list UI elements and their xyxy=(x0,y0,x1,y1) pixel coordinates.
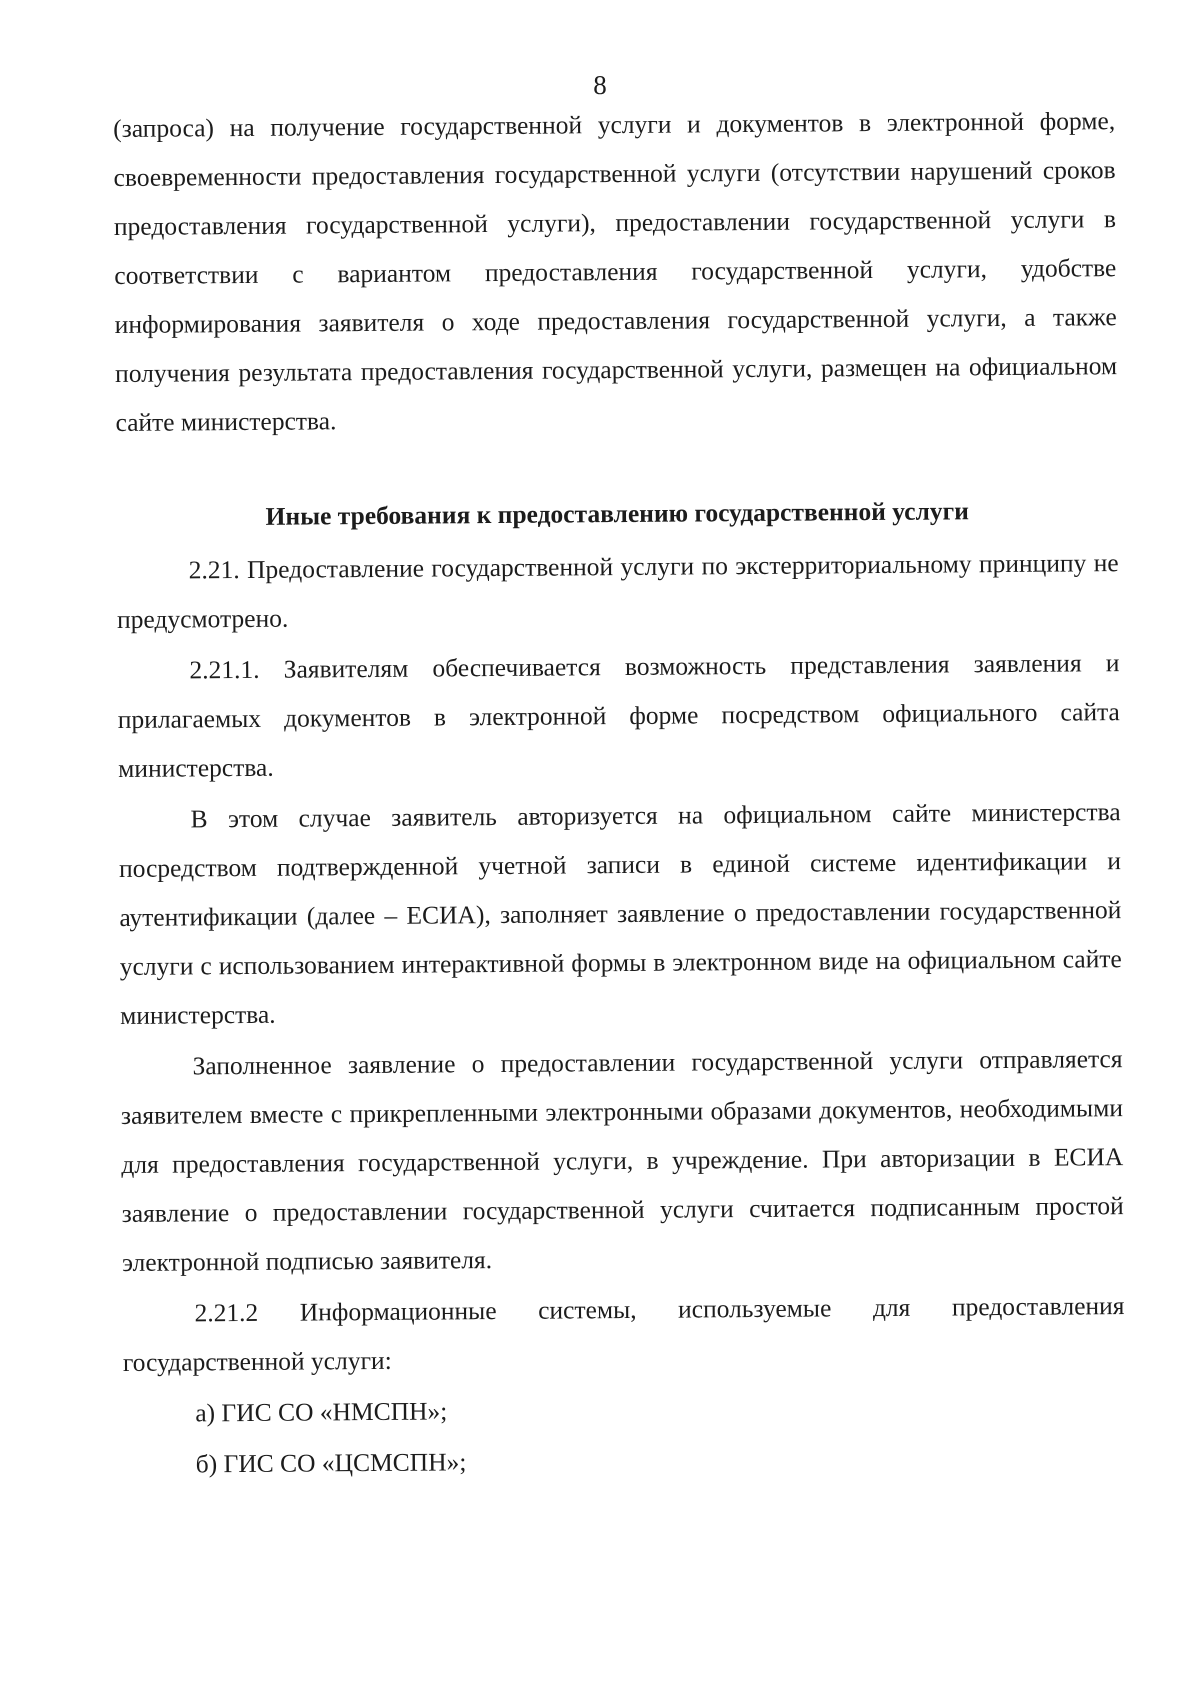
list-item-a: а) ГИС СО «НМСПН»; xyxy=(195,1396,448,1428)
paragraph-continuation: (запроса) на получение государственной услуги и документов в электронной форме, своевременности предоставления государственной услуги (отсутствии нарушений сроков предоставления государственной услуги), предоставлении государственной услуги в соответствии с вариантом предоставления государственной услуги, удобстве информирования заявителя о ходе предоставления государственной услуги, а также получения результата предоставления государственной услуги, размещен на официальном сайте министерства. xyxy=(113,106,1118,437)
paragraph-esia-auth: В этом случае заявитель авторизуется на официальном сайте министерства посредством подтвержденной учетной записи в единой системе идентификации и аутентификации (далее – ЕСИА), заполняет заявление о предоставлении государственной услуги с использованием интерактивной формы в электронном виде на официальном сайте министерства. xyxy=(118,797,1122,1030)
section-heading: Иные требования к предоставлению государственной услуги xyxy=(265,496,969,531)
list-item-b: б) ГИС СО «ЦСМСПН»; xyxy=(195,1447,467,1479)
paragraph-2-21-2: 2.21.2 Информационные системы, используемые для предоставления государственной услуги: xyxy=(122,1291,1125,1377)
paragraph-2-21-1: 2.21.1. Заявителям обеспечивается возможность представления заявления и прилагаемых документов в электронной форме посредством официального сайта министерства. xyxy=(117,648,1120,783)
page-number: 8 xyxy=(593,70,607,100)
paragraph-filled-application: Заполненное заявление о предоставлении государственной услуги отправляется заявителем вместе с прикрепленными электронными образами документов, необходимыми для предоставления государственной услуги, в учреждение. При авторизации в ЕСИА заявление о предоставлении государственной услуги считается подписанным простой электронной подписью заявителя. xyxy=(120,1044,1124,1277)
document-body xyxy=(113,96,1126,1489)
paragraph-2-21: 2.21. Предоставление государственной услуги по экстерриториальному принципу не предусмотрено. xyxy=(116,548,1119,634)
